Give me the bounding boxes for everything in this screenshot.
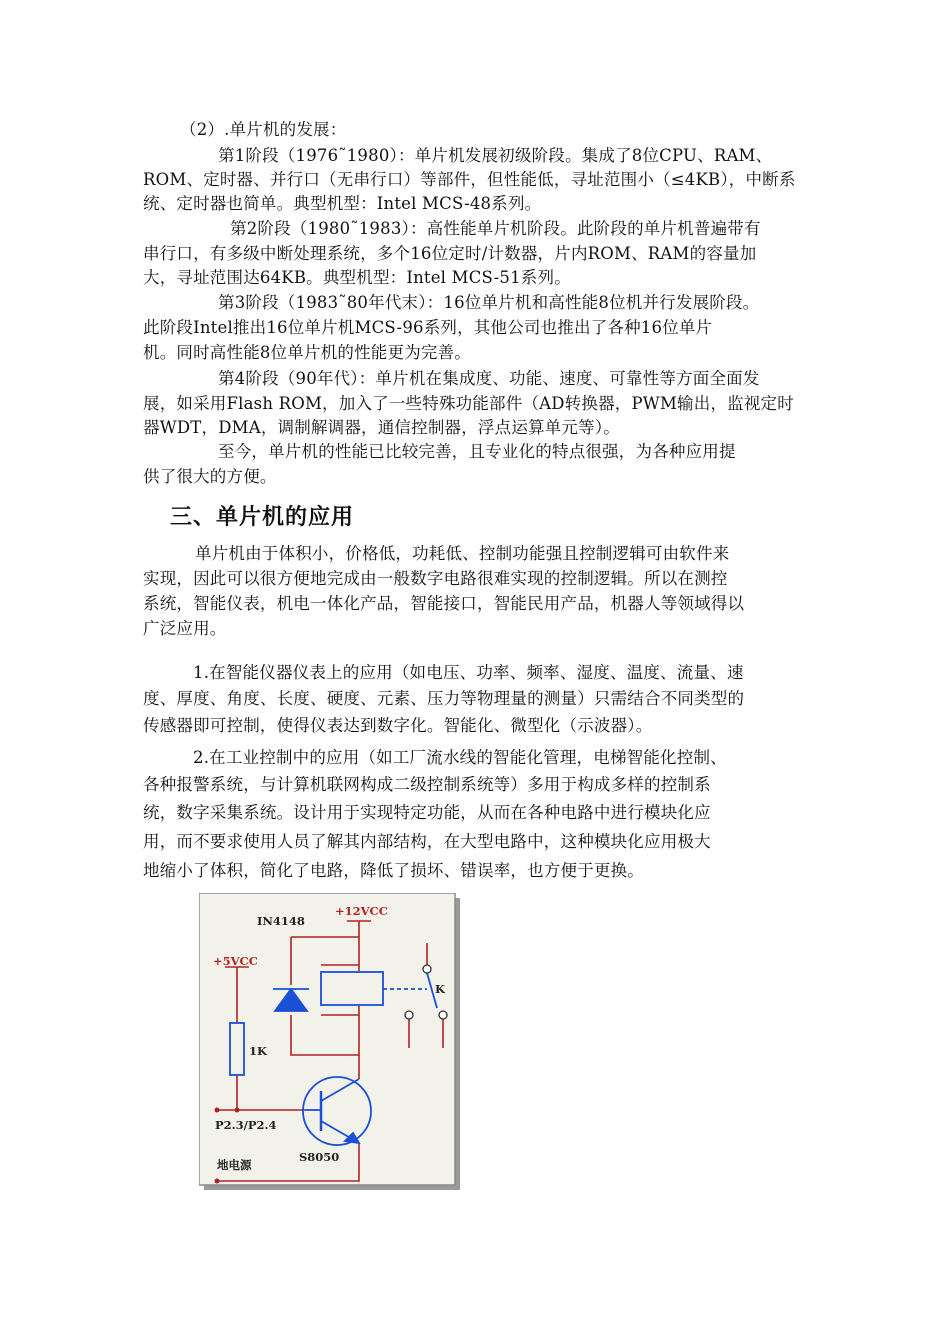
dev-heading: （2）.单片机的发展：	[180, 120, 347, 139]
dev-line: 统、定时器也简单。典型机型：Intel MCS-48系列。	[143, 194, 542, 213]
dev-line: 器WDT，DMA，调制解调器，通信控制器，浮点运算单元等）。	[143, 418, 620, 437]
label-diode: IN4148	[257, 914, 305, 928]
item2-line: 地缩小了体积，简化了电路，降低了损坏、错误率，也方便于更换。	[143, 861, 644, 880]
item2-line: 各种报警系统，与计算机联网构成二级控制系统等）多用于构成多样的控制系	[143, 775, 711, 794]
dev-line: 第2阶段（1980˜1983）：高性能单片机阶段。此阶段的单片机普遍带有	[230, 219, 761, 238]
intro-line: 单片机由于体积小，价格低，功耗低、控制功能强且控制逻辑可由软件来	[195, 544, 730, 563]
relay-terminal	[439, 1011, 447, 1019]
relay-terminal	[423, 965, 431, 973]
section-title: 三、单片机的应用	[170, 505, 355, 530]
dev-line: 第3阶段（1983˜80年代末）：16位单片机和高性能8位机并行发展阶段。	[218, 293, 760, 312]
item2-line: 用，而不要求使用人员了解其内部结构，在大型电路中，这种模块化应用极大	[143, 832, 711, 851]
item2-line: 2.在工业控制中的应用（如工厂流水线的智能化管理，电梯智能化控制、	[193, 748, 727, 767]
label-port: P2.3/P2.4	[215, 1118, 277, 1132]
dev-line: 此阶段Intel推出16位单片机MCS-96系列，其他公司也推出了各种16位单片	[143, 318, 713, 337]
label-relay: K	[435, 982, 445, 996]
dev-line: 第4阶段（90年代）：单片机在集成度、功能、速度、可靠性等方面全面发	[218, 369, 760, 388]
junction-dot	[235, 1108, 240, 1113]
item1-line: 1.在智能仪器仪表上的应用（如电压、功率、频率、湿度、温度、流量、速	[193, 663, 744, 682]
relay-driver-circuit	[199, 893, 461, 1191]
dev-line: 机。同时高性能8位单片机的性能更为完善。	[143, 343, 471, 362]
item1-line: 传感器即可控制，使得仪表达到数字化。智能化、微型化（示波器）。	[143, 716, 653, 735]
label-vcc12: +12VCC	[335, 904, 388, 918]
item1-line: 度、厚度、角度、长度、硬度、元素、压力等物理量的测量）只需结合不同类型的	[143, 689, 745, 708]
relay-terminal	[405, 1011, 413, 1019]
intro-line: 实现，因此可以很方便地完成由一般数字电路很难实现的控制逻辑。所以在测控	[143, 569, 728, 588]
label-transistor: S8050	[299, 1150, 340, 1164]
item2-line: 统，数字采集系统。设计用于实现特定功能，从而在各种电路中进行模块化应	[143, 803, 711, 822]
intro-line: 广泛应用。	[143, 619, 227, 638]
junction-dot	[215, 1108, 220, 1113]
intro-line: 系统，智能仪表，机电一体化产品，智能接口，智能民用产品，机器人等领域得以	[143, 594, 745, 613]
label-vcc5: +5VCC	[213, 954, 258, 968]
dev-line: 供了很大的方便。	[143, 467, 277, 486]
dev-line: 第1阶段（1976˜1980）：单片机发展初级阶段。集成了8位CPU、RAM、	[218, 146, 773, 165]
dev-line: ROM、定时器、并行口（无串行口）等部件，但性能低，寻址范围小（≤4KB），中断系	[143, 170, 796, 189]
junction-dot	[215, 1179, 220, 1184]
dev-line: 大，寻址范围达64KB。典型机型：Intel MCS-51系列。	[143, 268, 571, 287]
dev-line: 至今，单片机的性能已比较完善，且专业化的特点很强，为各种应用提	[218, 442, 736, 461]
dev-line: 展，如采用Flash ROM，加入了一些特殊功能部件（AD转换器，PWM输出，监视定时	[143, 394, 794, 413]
dev-line: 串行口，有多级中断处理系统，多个16位定时/计数器，片内ROM、RAM的容量加	[143, 244, 757, 263]
label-ground: 地电源	[217, 1158, 252, 1172]
label-resistor: 1K	[249, 1044, 267, 1058]
